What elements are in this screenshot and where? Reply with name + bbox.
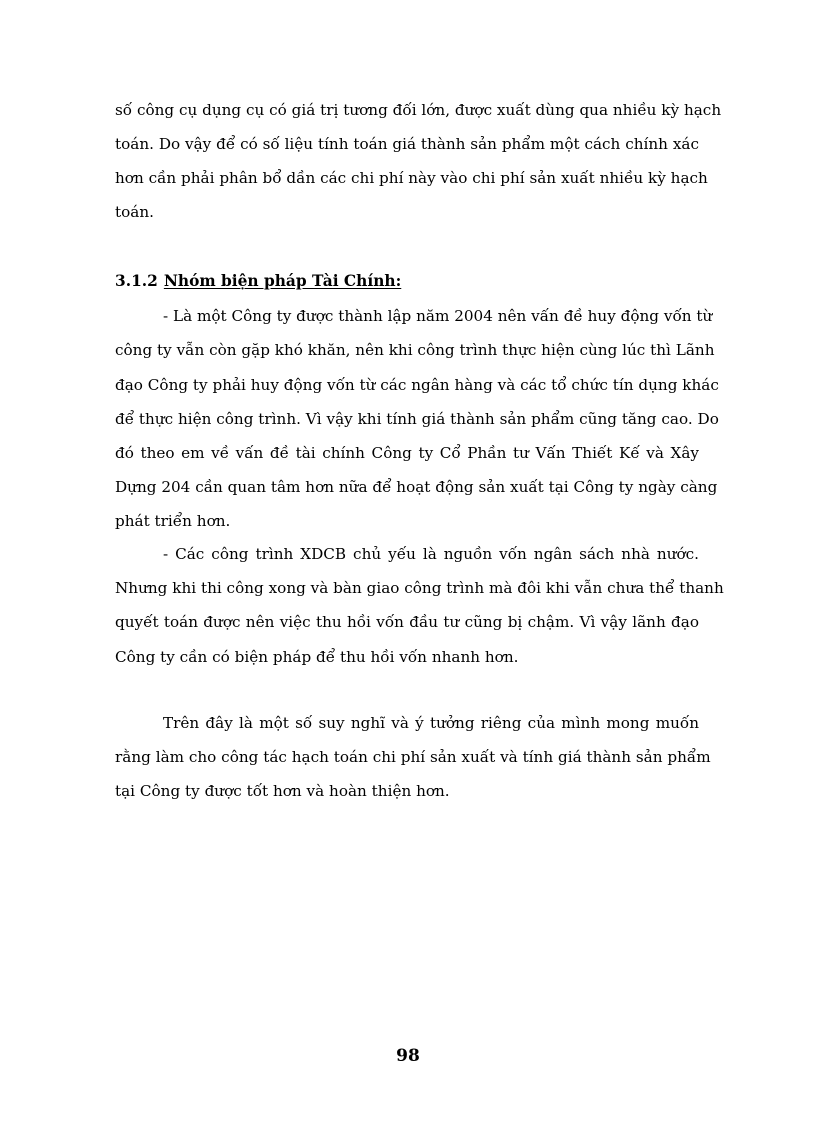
- paragraph-3-line: - Các công trình XDCB chủ yếu là nguồn vốn ngân sách nhà nước.: [163, 545, 699, 563]
- paragraph-2-line: công ty vẫn còn gặp khó khăn, nên khi công trình thực hiện cùng lúc thì Lãnh: [115, 341, 715, 359]
- paragraph-1-line: số công cụ dụng cụ có giá trị tương đối lớn, được xuất dùng qua nhiều kỳ hạch: [115, 101, 722, 119]
- paragraph-2-line: Dựng 204 cần quan tâm hơn nữa để hoạt động sản xuất tại Công ty ngày càng: [115, 478, 718, 496]
- paragraph-4-line: rằng làm cho công tác hạch toán chi phí sản xuất và tính giá thành sản phẩm: [115, 748, 711, 766]
- paragraph-4-line: Trên đây là một số suy nghĩ và ý tưởng riêng của mình mong muốn: [163, 714, 699, 732]
- paragraph-2-line: - Là một Công ty được thành lập năm 2004 nên vấn đề huy động vốn từ: [163, 307, 713, 325]
- section-title: Nhóm biện pháp Tài Chính:: [163, 272, 402, 290]
- page-number: 98: [396, 1046, 420, 1066]
- section-number: 3.1.2: [115, 272, 158, 290]
- paragraph-1-line: hơn cần phải phân bổ dần các chi phí này vào chi phí sản xuất nhiều kỳ hạch: [115, 169, 708, 187]
- paragraph-1-line: toán.: [115, 203, 154, 221]
- paragraph-2-line: đạo Công ty phải huy động vốn từ các ngân hàng và các tổ chức tín dụng khác: [115, 376, 719, 394]
- paragraph-2-line: để thực hiện công trình. Vì vậy khi tính giá thành sản phẩm cũng tăng cao. Do: [115, 410, 719, 428]
- paragraph-2-line: đó theo em về vấn đề tài chính Công ty Cổ Phần tư Vấn Thiết Kế và Xây: [115, 444, 699, 462]
- paragraph-3-line: Công ty cần có biện pháp để thu hồi vốn nhanh hơn.: [115, 648, 519, 666]
- paragraph-3-line: Nhưng khi thi công xong và bàn giao công trình mà đôi khi vẫn chưa thể thanh: [115, 579, 724, 597]
- section-heading: [115, 264, 401, 298]
- paragraph-4-line: tại Công ty được tốt hơn và hoàn thiện hơn.: [115, 782, 450, 800]
- paragraph-2-line: phát triển hơn.: [115, 512, 231, 530]
- paragraph-3-line: quyết toán được nên việc thu hồi vốn đầu tư cũng bị chậm. Vì vậy lãnh đạo: [115, 613, 699, 631]
- paragraph-1-line: toán. Do vậy để có số liệu tính toán giá thành sản phẩm một cách chính xác: [115, 135, 699, 153]
